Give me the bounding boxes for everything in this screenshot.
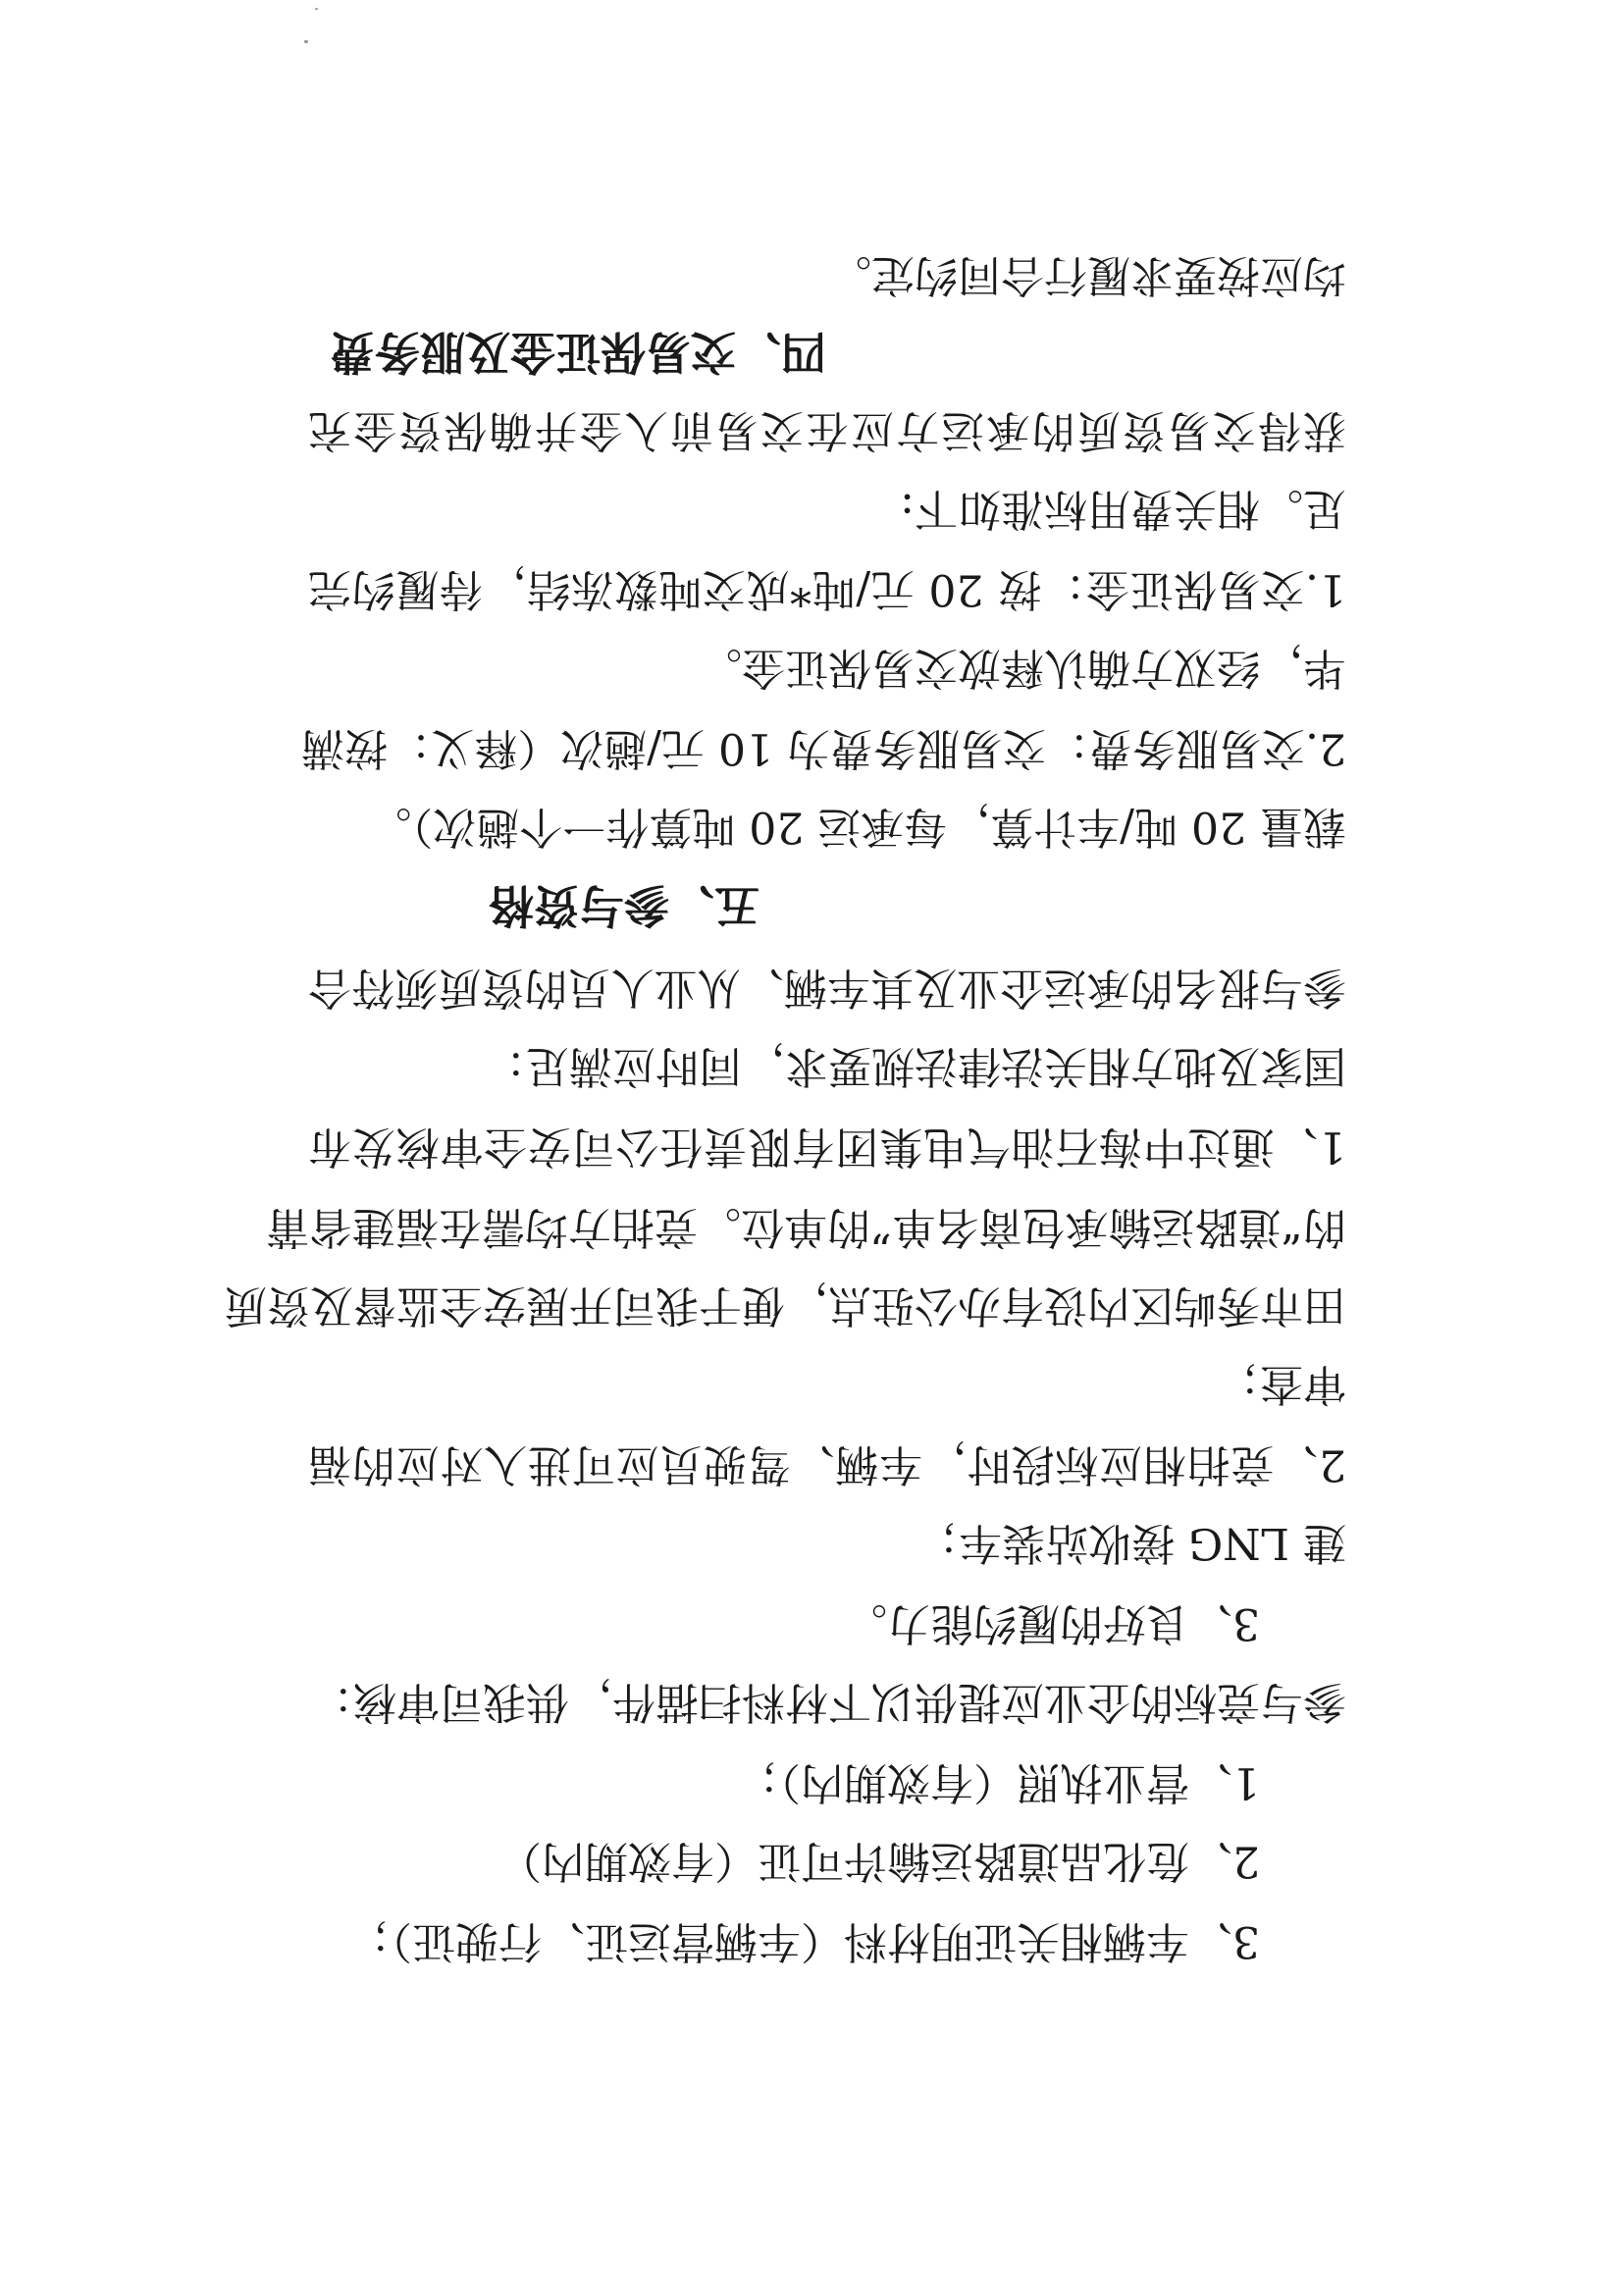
text-line: 2、竞拍相应标段时，车辆、驾驶员应可进入对应的福 [308,1439,1346,1489]
text-line: 3、良好的履约能力。 [844,1598,1260,1648]
scan-speck [315,8,318,10]
text-line: 的“道路运输承包商名单”的单位。竞拍方均需在福建省莆 [266,1202,1346,1252]
section-heading: 四、交易保证金及服务费 [330,326,826,379]
text-line: 2、危化品道路运输许可证（有效期内） [498,1836,1260,1886]
text-line: 参与报名的承运企业及其车辆、从业人员的资质须符合 [308,963,1346,1013]
text-line: 获得交易资质的承运方应在交易前入金并确保资金充 [308,405,1346,455]
text-line: 审查； [1217,1359,1346,1409]
text-line: 均应按要求履行合同约定。 [828,250,1346,300]
text-line: 3、车辆相关证明材料（车辆营运证、行驶证）； [347,1916,1260,1966]
text-line: 2.交易服务费：交易服务费为 10 元/趟次（释义：按满 [301,723,1346,773]
text-line: 载量 20 吨/车计算，每承运 20 吨算作一个趟次）。 [368,802,1346,852]
text-line: 毕，经双方确认释放交易保证金。 [699,643,1346,693]
text-line: 1、营业执照（有效期内）； [736,1757,1260,1807]
scan-speck [304,40,308,43]
text-line: 1.交易保证金：按 20 元/吨*成交吨数冻结，待履约完 [308,564,1346,614]
text-line: 田市秀屿区内设有办公驻点，便于我司开展安全监督及资质 [224,1280,1346,1331]
section-heading: 五、参与资格 [489,879,759,932]
text-line: 参与竞标的企业应提供以下材料扫描件，供我司审核： [310,1677,1346,1727]
text-line: 足。相关费用标准如下: [900,484,1346,534]
text-line: 1、通过中海石油气电集团有限责任公司安全审核发布 [308,1122,1346,1172]
text-line: 国家及地方相关法律法规要求，同时应满足： [483,1041,1346,1091]
text-line: 建 LNG 接收站装车； [916,1518,1346,1568]
